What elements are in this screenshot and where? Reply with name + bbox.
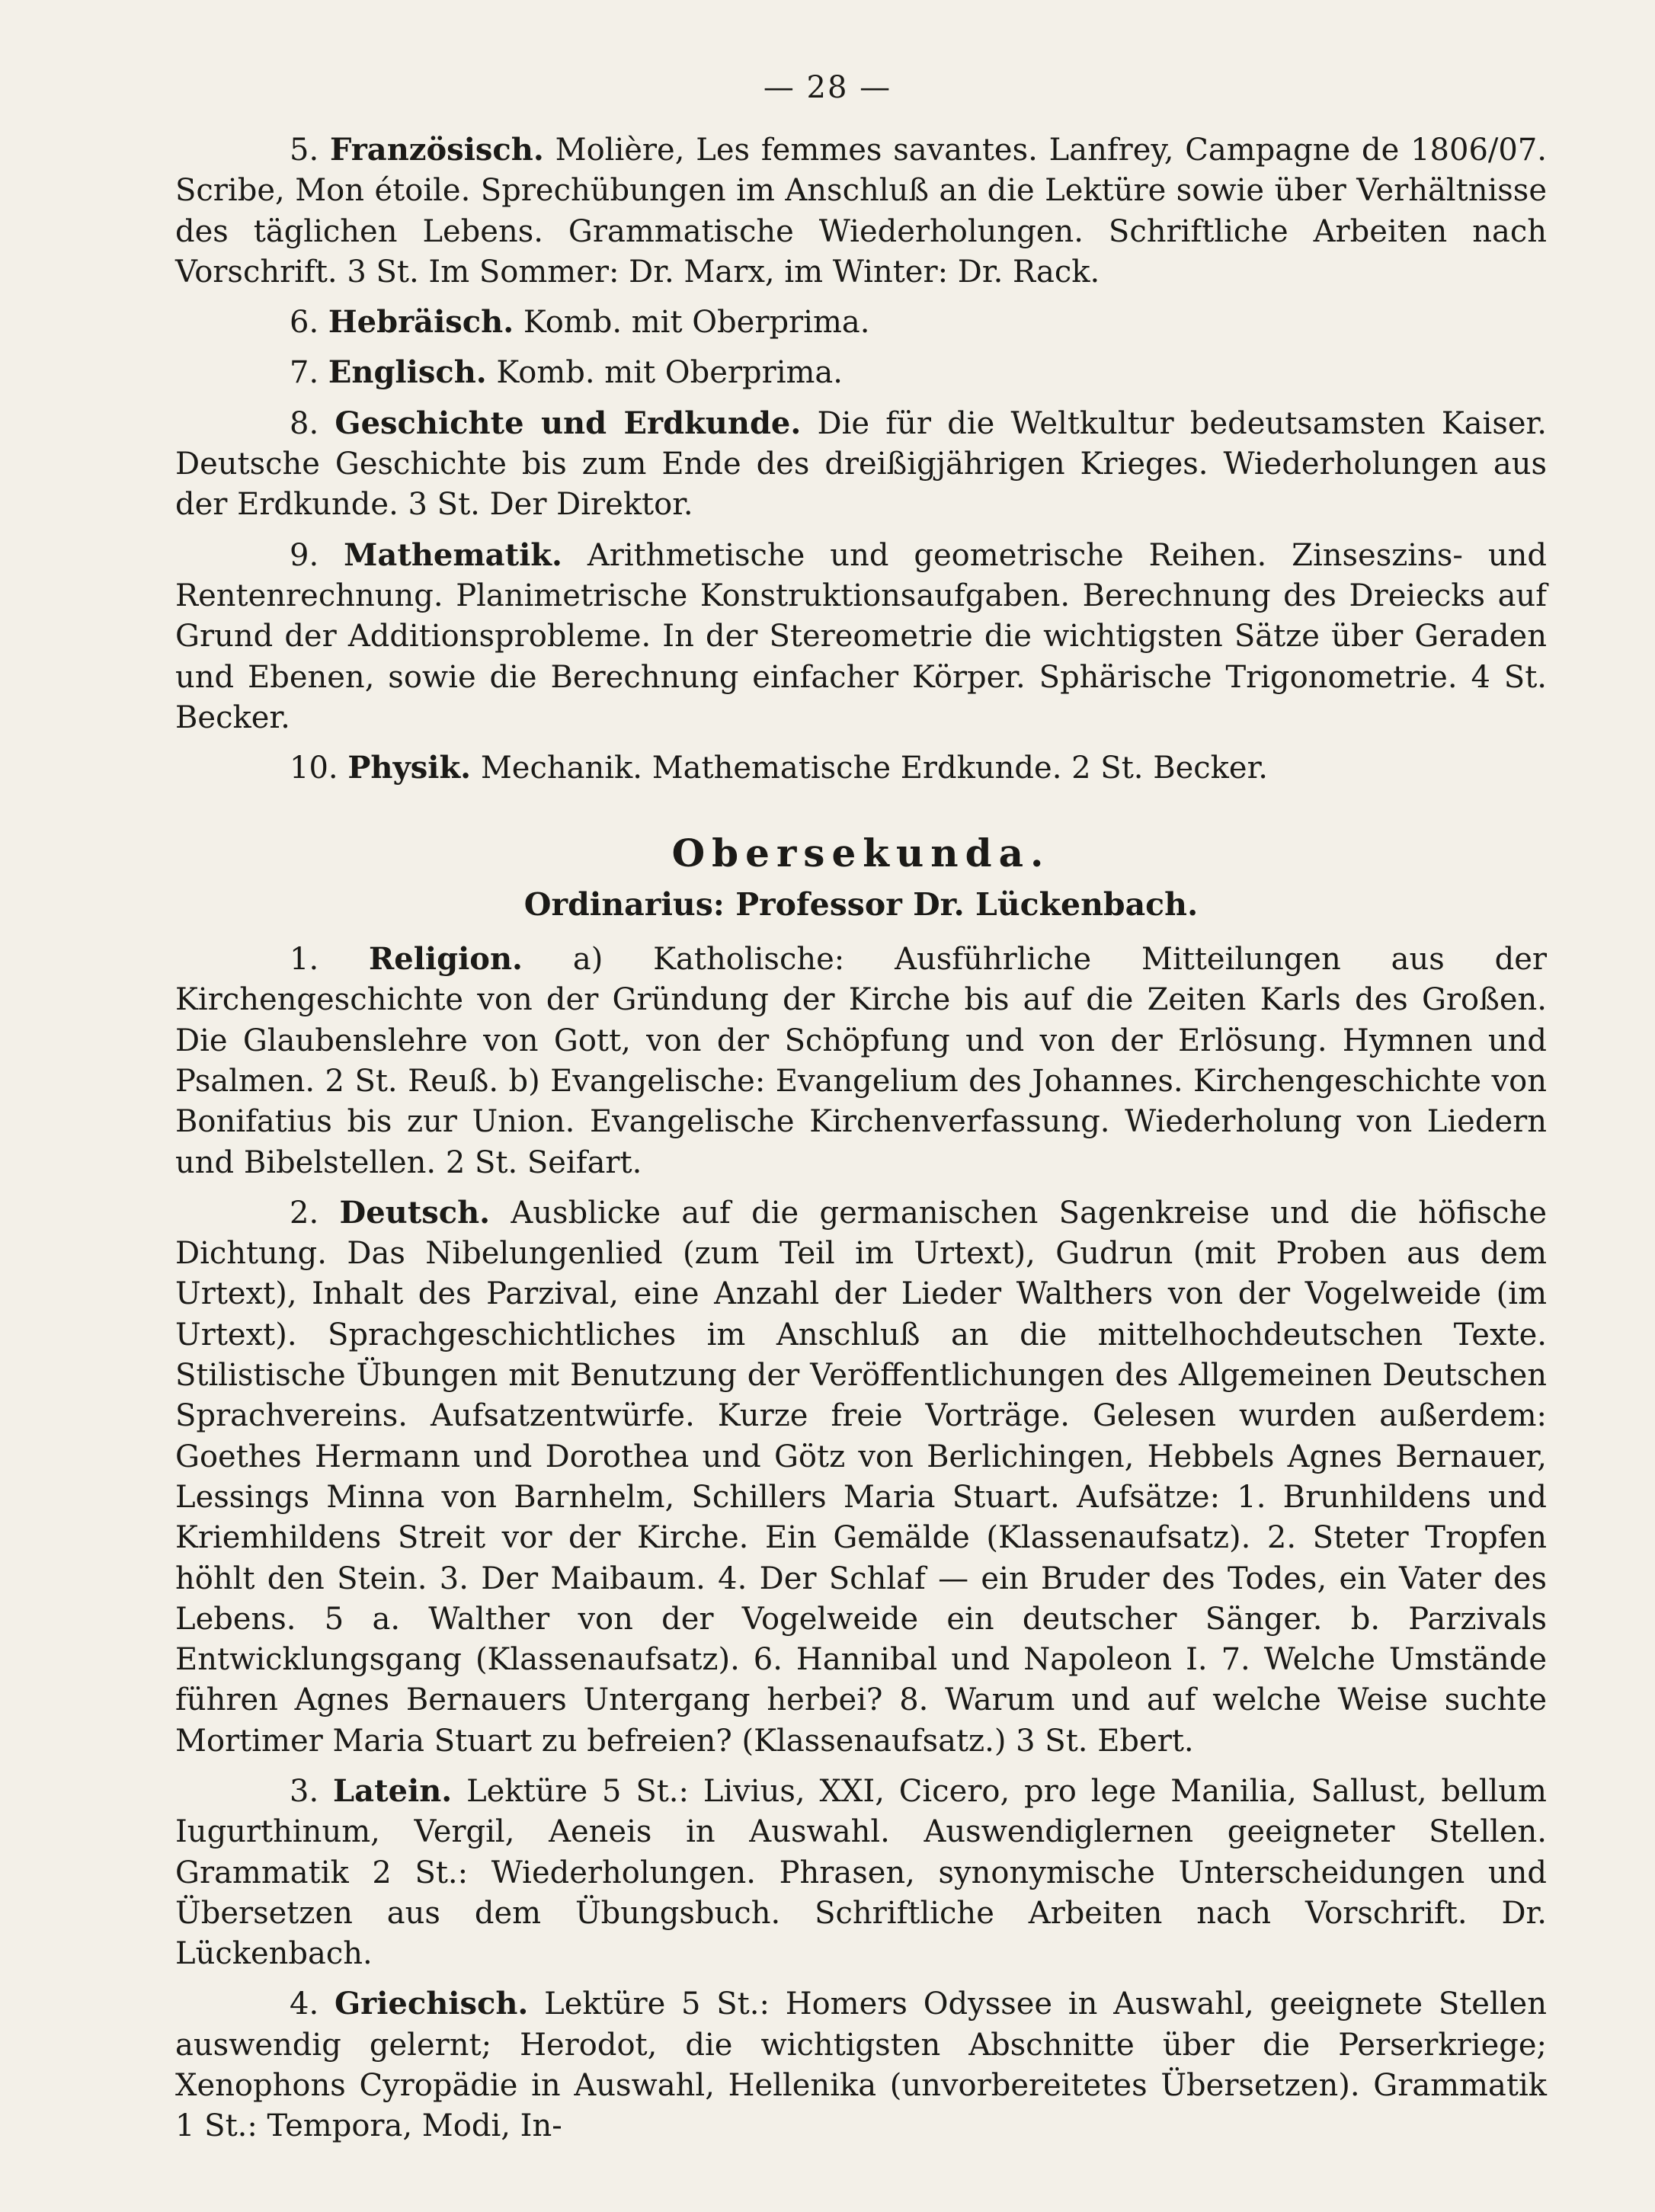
item-number: 2. bbox=[290, 1195, 319, 1231]
paragraph-text: a) Katholische: Ausführliche Mitteilungen aus der Kirchengeschichte von der Gründung der Kirche bis auf die Zeiten Karls des Großen. Die Glaubenslehre von Gott, von der Schöpfung und von der Erlösung. Hymnen und Psalmen. 2 St. Reuß. b) Evangelische: Evangelium des Johannes. Kirchengeschichte von Bonifatius bis zur Union. Evangelische Kirchenverfassung. Wiederholung von Liedern und Bibelstellen. 2 St. Seifart. bbox=[175, 942, 1548, 1180]
paragraph-text: Komb. mit Oberprima. bbox=[496, 355, 843, 391]
paragraph-latein bbox=[175, 1771, 1547, 1974]
paragraph-text: Mechanik. Mathematische Erdkunde. 2 St. Becker. bbox=[480, 751, 1269, 786]
paragraph-text: Arithmetische und geometrische Reihen. Zinseszins- und Rentenrechnung. Planimetrische Konstruktionsaufgaben. Berechnung des Dreiecks auf Grund der Additionsprobleme. In der Stereometrie die wichtigsten Sätze über Geraden und Ebenen, sowie die Berechnung einfacher Körper. Sphärische Trigonometrie. 4 St. Becker. bbox=[175, 537, 1547, 735]
paragraph-deutsch bbox=[175, 1192, 1547, 1762]
subject-label: Deutsch. bbox=[339, 1194, 491, 1231]
page-number: — 28 — bbox=[763, 70, 892, 105]
subject-label: Religion. bbox=[369, 941, 523, 978]
item-number: 4. bbox=[290, 1986, 319, 2022]
section-heading: Obersekunda. bbox=[671, 831, 1051, 876]
ordinarius-line bbox=[175, 885, 1547, 925]
page-body bbox=[175, 130, 1547, 2147]
paragraph-religion bbox=[175, 939, 1547, 1183]
paragraph-text: Die für die Weltkultur bedeutsamsten Kaiser. Deutsche Geschichte bis zum Ende des dreißigjährigen Krieges. Wiederholungen aus der Erdkunde. 3 St. Der Direktor. bbox=[175, 405, 1547, 523]
subject-label: Latein. bbox=[333, 1772, 453, 1809]
item-number: 7. bbox=[290, 355, 319, 391]
item-number: 9. bbox=[290, 537, 319, 573]
paragraph-physik bbox=[175, 747, 1547, 789]
subject-label: Hebräisch. bbox=[328, 304, 514, 341]
subject-label: Englisch. bbox=[328, 354, 487, 391]
paragraph-hebraeisch bbox=[175, 302, 1547, 343]
paragraph-englisch bbox=[175, 352, 1547, 393]
paragraph-mathematik bbox=[175, 535, 1547, 738]
ordinarius-label: Ordinarius: bbox=[523, 885, 725, 923]
paragraph-text: Komb. mit Oberprima. bbox=[523, 305, 870, 341]
paragraph-text: Lektüre 5 St.: Homers Odyssee in Auswahl, geeignete Stellen auswendig gelernt; Herodot, die wichtigsten Abschnitte über die Perserkriege; Xenophons Cyropädie in Auswahl, Hellenika (unvorbereitetes Übersetzen). Grammatik 1 St.: Tempora, Modi, In- bbox=[175, 1986, 1547, 2144]
item-number: 1. bbox=[290, 942, 319, 978]
subject-label: Geschichte und Erdkunde. bbox=[335, 405, 802, 441]
paragraph-text: Molière, Les femmes savantes. Lanfrey, Campagne de 1806/07. Scribe, Mon étoile. Sprechübungen im Anschluß an die Lektüre sowie über Verhältnisse des täglichen Lebens. Grammatische Wiederholungen. Schriftliche Arbeiten nach Vorschrift. 3 St. Im Sommer: Dr. Marx, im Winter: Dr. Rack. bbox=[175, 133, 1547, 290]
subject-label: Mathematik. bbox=[344, 536, 562, 573]
ordinarius-name: Professor Dr. Lückenbach. bbox=[735, 885, 1199, 923]
item-number: 5. bbox=[290, 133, 319, 168]
subject-label: Physik. bbox=[347, 750, 472, 786]
paragraph-text: Ausblicke auf die germanischen Sagenkreise und die höfische Dichtung. Das Nibelungenlied (zum Teil im Urtext), Gudrun (mit Proben aus dem Urtext), Inhalt des Parzival, eine Anzahl der Lieder Walthers von der Vogelweide (im Urtext). Sprachgeschichtliches im Anschluß an die mittelhochdeutschen Texte. Stilistische Übungen mit Benutzung der Veröffentlichungen des Allgemeinen Deutschen Sprachvereins. Aufsatzentwürfe. Kurze freie Vorträge. Gelesen wurden außerdem: Goethes Hermann und Dorothea und Götz von Berlichingen, Hebbels Agnes Bernauer, Lessings Minna von Barnhelm, Schillers Maria Stuart. Aufsätze: 1. Brunhildens und Kriemhildens Streit vor der Kirche. Ein Gemälde (Klassenaufsatz). 2. Steter Tropfen höhlt den Stein. 3. Der Maibaum. 4. Der Schlaf — ein Bruder des Todes, ein Vater des Lebens. 5 a. Walther von der Vogelweide ein deutscher Sänger. b. Parzivals Entwicklungsgang (Klassenaufsatz). 6. Hannibal und Napoleon I. 7. Welche Umstände führen Agnes Bernauers Untergang herbei? 8. Warum und auf welche Weise suchte Mortimer Maria Stuart zu befreien? (Klassenaufsatz.) 3 St. Ebert. bbox=[175, 1195, 1548, 1759]
item-number: 8. bbox=[290, 405, 319, 441]
subject-label: Französisch. bbox=[330, 132, 544, 168]
subject-label: Griechisch. bbox=[334, 1986, 529, 2022]
item-number: 3. bbox=[290, 1773, 319, 1809]
paragraph-griechisch bbox=[175, 1983, 1547, 2146]
paragraph-text: Lektüre 5 St.: Livius, XXI, Cicero, pro lege Manilia, Sallust, bellum Iugurthinum, Vergil, Aeneis in Auswahl. Auswendiglernen geeigneter Stellen. Grammatik 2 St.: Wiederholungen. Phrasen, synonymische Unterscheidungen und Übersetzen aus dem Übungsbuch. Schriftliche Arbeiten nach Vorschrift. Dr. Lückenbach. bbox=[175, 1773, 1547, 1972]
item-number: 10. bbox=[290, 751, 338, 786]
item-number: 6. bbox=[290, 305, 319, 341]
paragraph-franzoesisch bbox=[175, 130, 1547, 293]
paragraph-geschichte bbox=[175, 403, 1547, 526]
